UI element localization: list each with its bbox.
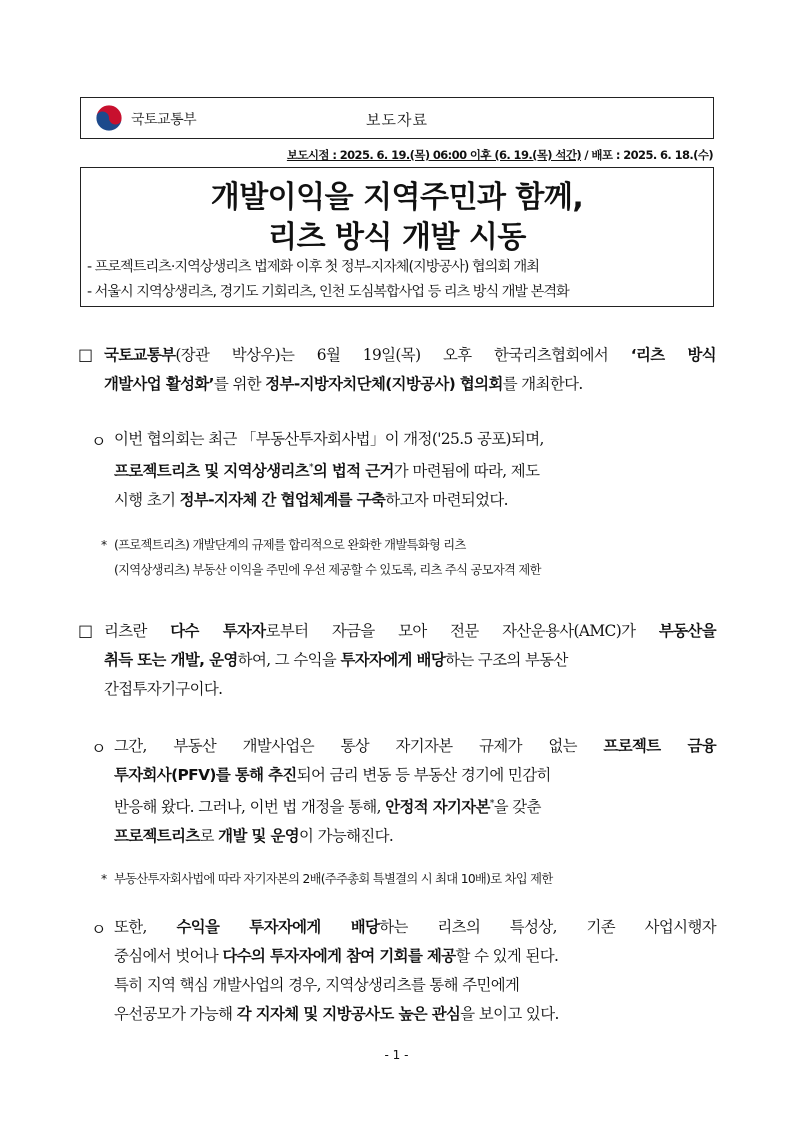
subheadline-2: - 서울시 지역상생리츠, 경기도 기회리츠, 인천 도심복합사업 등 리츠 방식 개발 본격화	[87, 284, 569, 300]
release-line	[287, 147, 713, 163]
paragraph-3: 리츠란 다수 투자자로부터 자금을 모아 전문 자산운용사(AMC)가 부동산을 취득 또는 개발, 운영하여, 그 수익을 투자자에게 배당하는 구조의 부동산 간접투자기구이다.	[104, 622, 716, 698]
title-box	[80, 167, 714, 307]
square-bullet: □	[78, 621, 94, 640]
footnote-2: 부동산투자회사법에 따라 자기자본의 2배(주주총회 특별결의 시 최대 10배)로 차입 제한	[114, 872, 553, 886]
paragraph-5: 또한, 수익을 투자자에게 배당하는 리츠의 특성상, 기존 사업시행자 중심에서 벗어나 다수의 투자자에게 참여 기회를 제공할 수 있게 된다. 특히 지역 핵심 개발사업의 경우, 지역상생리츠를 통해 주민에게 우선공모가 가능해 각 지자체 및 지방공사도 높은 관심을 보이고 있다.	[114, 918, 716, 1023]
footnote-star: *	[101, 872, 107, 886]
release-time: 보도시점 : 2025. 6. 19.(목) 06:00 이후 (6. 19.(목) 석간)	[286, 148, 582, 162]
footnote-1-line-2: (지역상생리츠) 부동산 이익을 주민에 우선 제공할 수 있도록, 리츠 주식 공모자격 제한	[114, 563, 541, 577]
headline-line-2: 리츠 방식 개발 시동	[268, 220, 526, 255]
page-number: - 1 -	[384, 1048, 409, 1062]
org-name: 국토교통부	[131, 112, 197, 128]
paragraph-2: 이번 협의회는 최근 「부동산투자회사법」이 개정('25.5 공포)되며, 프로젝트리츠 및 지역상생리츠*의 법적 근거가 마련됨에 따라, 제도 시행 초기 정부-지자체 간 협업체계를 구축하고자 마련되었다.	[114, 430, 544, 510]
subheadline-1: - 프로젝트리츠·지역상생리츠 법제화 이후 첫 정부-지자체(지방공사) 협의회 개최	[87, 259, 539, 275]
paragraph-1: 국토교통부(장관 박상우)는 6월 19일(목) 오후 한국리츠협회에서 ‘리츠 방식 개발사업 활성화’를 위한 정부-지방자치단체(지방공사) 협의회를 개최한다.	[104, 346, 716, 393]
circle-bullet: ㅇ	[91, 920, 107, 939]
headline-line-1: 개발이익을 지역주민과 함께,	[210, 180, 584, 215]
footnote-1-line-1: (프로젝트리츠) 개발단계의 규제를 합리적으로 완화한 개발특화형 리츠	[114, 538, 466, 552]
paragraph-4: 그간, 부동산 개발사업은 통상 자기자본 규제가 없는 프로젝트 금융 투자회사(PFV)를 통해 추진되어 금리 변동 등 부동산 경기에 민감히 반응해 왔다. 그러나, 이번 법 개정을 통해, 안정적 자기자본*을 갖춘 프로젝트리츠로 개발 및 운영이 가능해진다.	[114, 737, 716, 846]
circle-bullet: ㅇ	[91, 432, 107, 451]
square-bullet: □	[78, 345, 94, 364]
header-box	[80, 97, 714, 139]
footnote-star: *	[101, 538, 107, 552]
doc-type: 보도자료	[366, 111, 428, 129]
distribution-date: / 배포 : 2025. 6. 18.(수)	[581, 148, 713, 162]
circle-bullet: ㅇ	[91, 739, 107, 758]
